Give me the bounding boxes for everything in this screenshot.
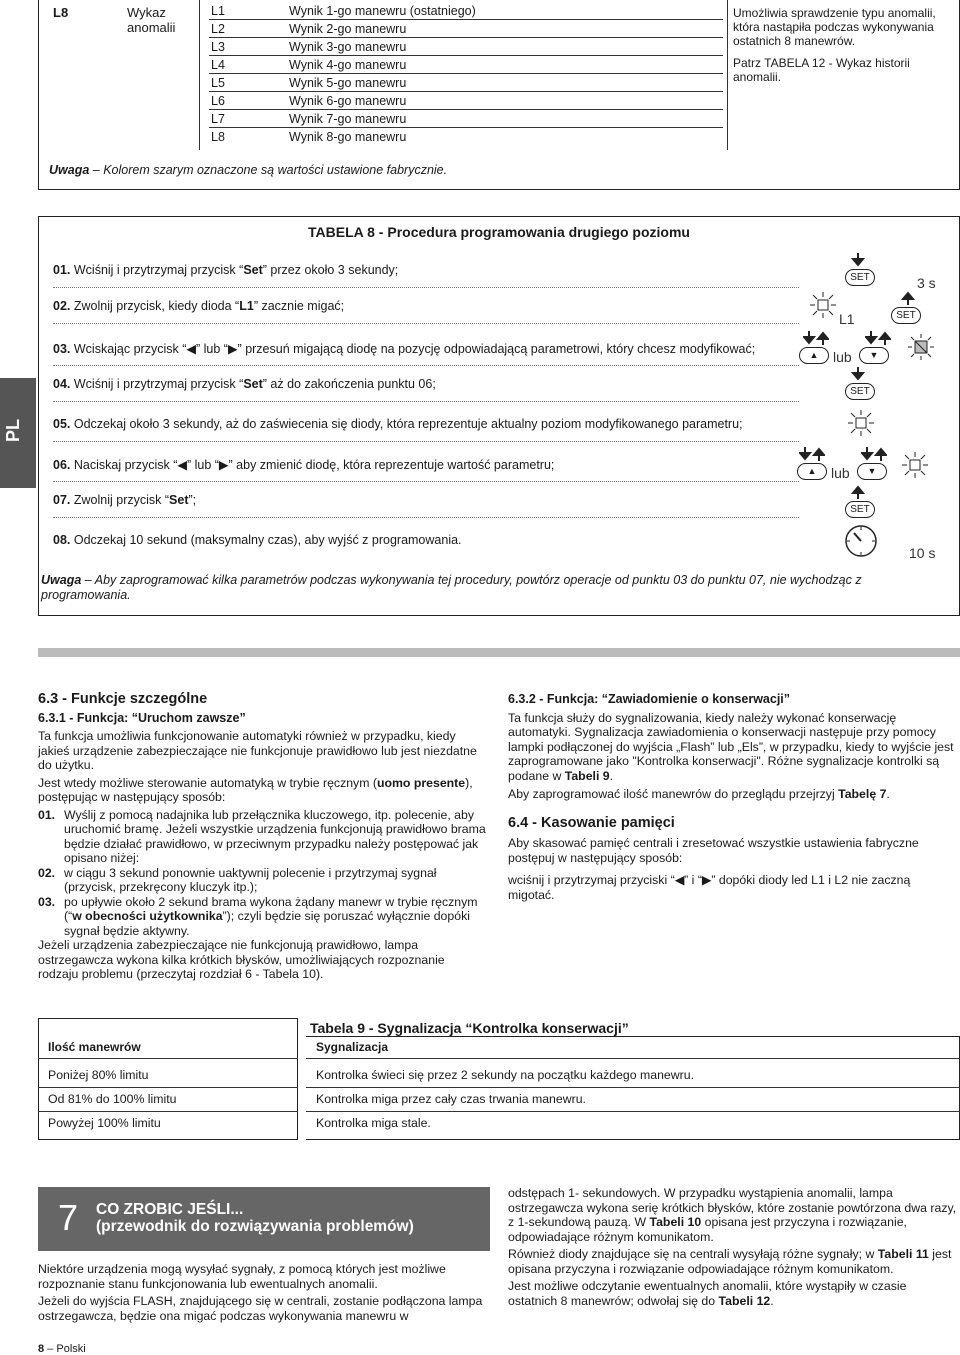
step-divider <box>53 441 799 442</box>
description-text: Patrz TABELA 12 - Wykaz historii anomalii. <box>733 56 910 84</box>
step-number: 02. <box>53 299 71 313</box>
press-release-icon <box>799 447 825 461</box>
procedure-step <box>53 493 196 507</box>
procedure-step <box>53 417 743 431</box>
anomaly-row <box>209 38 723 56</box>
section-divider <box>38 648 960 657</box>
chapter7-left <box>38 1262 490 1326</box>
divider <box>38 1111 298 1112</box>
paragraph <box>508 787 956 802</box>
chapter-number: 7 <box>58 1197 79 1238</box>
step-text: ”; <box>188 493 197 507</box>
paragraph <box>38 776 488 805</box>
table8 <box>38 216 960 616</box>
bold-text: Tabelę 7 <box>838 787 887 801</box>
note-label: Uwaga <box>41 573 82 587</box>
section-6-3 <box>38 692 488 985</box>
bold-text: Tabeli 9 <box>564 768 610 783</box>
item-number: 02. <box>38 865 56 880</box>
paragraph: Jeżeli do wyjścia FLASH, znajdującego się w centrali, zostanie podłączona lampa ostrzegawcza, będzie ona migać podczas wykonywania manewru w <box>38 1294 483 1323</box>
divider <box>306 1058 960 1059</box>
set-button-icon: SET <box>845 383 875 400</box>
row-desc: Wynik 6-go manewru <box>289 93 407 108</box>
table-cell: Kontrolka miga stale. <box>316 1116 431 1130</box>
row-code: L7 <box>211 111 225 126</box>
note-text: – Aby zaprogramować kilka parametrów podczas wykonywania tej procedury, powtórz operacje od punktu 03 do punktu 07, nie wychodząc z programowania. <box>41 573 862 602</box>
anomaly-row <box>209 92 723 110</box>
text: Również diody znajdujące się na centrali wysyłają różne sygnały; w <box>508 1247 878 1261</box>
step-key: Set <box>243 263 263 277</box>
text: po upływie około 2 sekund brama wykona żądany manewr w trybie ręcznym (“ <box>64 894 478 923</box>
step-divider <box>53 401 799 402</box>
procedure-step <box>53 341 755 356</box>
text: Aby zaprogramować ilość manewrów do przeglądu przejrzyj <box>508 787 839 801</box>
row-desc: Wynik 7-go manewru <box>289 111 407 126</box>
press-arrow-icon <box>851 253 865 267</box>
step-text: Wciskając przycisk “◀” lub “▶” przesuń migającą diodę na pozycję odpowiadającą parametrowi, który chcesz modyfikować; <box>73 342 756 356</box>
procedure-step <box>53 377 436 391</box>
step-text: ” aż do zakończenia punktu 06; <box>262 377 436 391</box>
divider <box>38 1058 298 1059</box>
procedure-step <box>53 457 554 472</box>
anomaly-row <box>209 20 723 38</box>
step-number: 08. <box>53 533 71 547</box>
item-text: w ciągu 3 sekund ponownie uaktywnij polecenie i przytrzymaj sygnał (przycisk, przekręcony kluczyk itp.); <box>64 865 437 894</box>
column-header: Sygnalizacja <box>316 1040 389 1054</box>
paragraph <box>508 711 956 784</box>
section-title: 6.4 - Kasowanie pamięci <box>508 814 675 831</box>
press-release-icon <box>803 331 829 345</box>
step-number: 01. <box>53 263 71 277</box>
step-number: 06. <box>53 458 71 472</box>
chapter-heading <box>38 1187 490 1251</box>
set-button-icon: SET <box>845 269 875 286</box>
bold-text: uomo presente <box>376 775 466 790</box>
factory-note <box>49 163 447 177</box>
step-text: ” przez około 3 sekundy; <box>262 263 399 277</box>
step-number: 07. <box>53 493 71 507</box>
step-text: Wciśnij i przytrzymaj przycisk “ <box>73 377 244 391</box>
param-name: Wykaz anomalii <box>127 5 176 35</box>
paragraph: Ta funkcja umożliwia funkcjonowanie automatyki również w przypadku, kiedy jakieś urządzenie zabezpieczające nie funkcjonuje prawidłowo lub jest niezdatne do użytku. <box>38 729 477 772</box>
row-desc: Wynik 3-go manewru <box>289 39 407 54</box>
row-desc: Wynik 8-go manewru <box>289 130 407 144</box>
table9-title: Tabela 9 - Sygnalizacja “Kontrolka konserwacji” <box>310 1020 629 1036</box>
row-desc: Wynik 1-go manewru (ostatniego) <box>289 3 476 18</box>
footer-language: – Polski <box>47 1343 86 1355</box>
release-arrow-icon <box>851 485 865 499</box>
param-code: L8 <box>53 5 69 20</box>
text: Ta funkcja służy do sygnalizowania, kiedy należy wykonać konserwację automatyki. Sygnalizacja zawiadomienia o konserwacji następuje przy pomocy lampki podłączonej do wyjścia „Flash” lub „Els”, w przypadku, kiedy to wyjście jest zaprogramowane jako "Kontrolka konserwacji". Różne sygnalizacje kontrolki są podane w <box>508 710 954 783</box>
step-key: L1 <box>239 299 254 313</box>
row-code: L6 <box>211 93 225 108</box>
divider <box>38 1087 298 1088</box>
text: . <box>886 787 890 801</box>
step-text: Odczekaj 10 sekund (maksymalny czas), aby wyjść z programowania. <box>73 533 462 547</box>
row-desc: Wynik 4-go manewru <box>289 57 407 72</box>
chapter-title <box>96 1201 414 1235</box>
anomaly-row <box>209 2 723 20</box>
bold-text: Tabeli 12 <box>718 1293 771 1308</box>
paragraph: Jeżeli urządzenia zabezpieczające nie funkcjonują prawidłowo, lampa ostrzegawcza wykona kilka krótkich błysków, umożliwiających rozpoznanie rodzaju problemu (przeczytaj rozdział 6 - Tabela 10). <box>38 938 445 981</box>
step-key: Set <box>243 377 263 391</box>
step-divider <box>53 481 799 482</box>
list-item <box>38 808 488 866</box>
paragraph: Niektóre urządzenia mogą wysyłać sygnały, z pomocą których jest możliwe rozpoznanie stanu funkcjonowania lub ewentualnych anomalii. <box>38 1262 446 1291</box>
item-number: 01. <box>38 807 56 822</box>
table-cell: Kontrolka miga przez cały czas trwania manewru. <box>316 1092 586 1106</box>
text: opisana jest przyczyna i rozwiązanie, odpowiadające różnym komunikatom. <box>508 1215 907 1244</box>
step-number: 03. <box>53 342 71 356</box>
divider <box>306 1087 960 1088</box>
row-desc: Wynik 5-go manewru <box>289 75 407 90</box>
anomaly-row <box>209 74 723 92</box>
text: . <box>770 1293 774 1308</box>
step-divider <box>53 323 799 324</box>
led-blink-icon <box>809 291 837 319</box>
or-label: lub <box>833 349 852 365</box>
set-button-icon: SET <box>845 501 875 518</box>
or-label: lub <box>831 465 850 481</box>
section-6-3-2 <box>508 692 956 905</box>
duration-label: 10 s <box>909 545 936 561</box>
text: . <box>609 768 614 783</box>
row-desc: Wynik 2-go manewru <box>289 21 407 36</box>
paragraph: wciśnij i przytrzymaj przyciski “◀” i “▶” dopóki diody led L1 i L2 nie zaczną migotać. <box>508 873 911 902</box>
step-text: Zwolnij przycisk “ <box>73 493 170 507</box>
item-number: 03. <box>38 894 56 909</box>
step-text: ” zacznie migać; <box>253 299 345 313</box>
table-cell: Powyżej 100% limitu <box>48 1116 161 1130</box>
step-divider <box>53 517 799 518</box>
anomaly-list <box>209 2 723 146</box>
text: odstępach 1- sekundowych. W przypadku wystąpienia anomalii, lampa ostrzegawcza wykona serię krótkich błysków, które zostanie powtórzona dwa razy, z 1-sekundową pauzą. W <box>508 1186 957 1229</box>
step-text: Zwolnij przycisk, kiedy dioda “ <box>73 299 240 313</box>
set-button-icon: SET <box>891 307 921 324</box>
step-number: 05. <box>53 417 71 431</box>
step-divider <box>53 287 799 288</box>
table-cell: Od 81% do 100% limitu <box>48 1092 177 1106</box>
step-text: Wciśnij i przytrzymaj przycisk “ <box>73 263 244 277</box>
text: ), postępując w następujący sposób: <box>38 775 473 804</box>
anomaly-row <box>209 128 723 146</box>
param-description <box>733 6 955 92</box>
text: ”); czyli będzie się poruszać wyłącznie dopóki sygnał będzie aktywny. <box>64 909 470 938</box>
language-tab-label: PL <box>3 418 24 443</box>
page-number: 8 <box>38 1343 45 1355</box>
bold-text: Tabeli 10 <box>649 1215 702 1229</box>
led-label: L1 <box>839 311 855 327</box>
release-arrow-icon <box>901 291 915 305</box>
left-button-icon: ▲ <box>797 463 827 480</box>
led-blink-icon <box>907 333 935 361</box>
procedure-step <box>53 533 462 547</box>
led-blink-icon <box>901 451 929 479</box>
note-label: Uwaga <box>49 163 90 177</box>
duration-label: 3 s <box>917 275 936 291</box>
row-code: L1 <box>211 3 225 18</box>
table-cell: Kontrolka świeci się przez 2 sekundy na początku każdego manewru. <box>316 1068 694 1082</box>
column-header: Ilość manewrów <box>48 1040 141 1054</box>
press-release-icon <box>861 447 887 461</box>
anomaly-row <box>209 56 723 74</box>
text: jest opisana przyczyna i rozwiązanie odpowiadające różnym komunikatom. <box>508 1247 952 1276</box>
divider <box>306 1111 960 1112</box>
anomaly-table <box>38 0 960 190</box>
step-number: 04. <box>53 377 71 391</box>
description-text: Umożliwia sprawdzenie typu anomalii, która nastąpiła podczas wykonywania ostatnich 8 manewrów. <box>733 6 936 48</box>
item-text: Wyślij z pomocą nadajnika lub przełącznika kluczowego, itp. polecenie, aby uruchomić bramę. Jeżeli wszystkie urządzenia funkcjonują prawidłowo brama będzie działać prawidłowo, w przeciwnym przypadku należy postępować jak opisano niżej: <box>64 807 486 865</box>
table-cell: Poniżej 80% limitu <box>48 1068 149 1082</box>
paragraph <box>508 1247 958 1276</box>
procedure-step <box>53 263 398 277</box>
step-text: Odczekaj około 3 sekundy, aż do zaświecenia się diody, która reprezentuje aktualny poziom modyfikowanego parametru; <box>73 417 743 431</box>
chapter-title-line: (przewodnik do rozwiązywania problemów) <box>96 1218 414 1235</box>
press-release-icon <box>865 331 891 345</box>
bold-text: Tabeli 11 <box>877 1247 929 1261</box>
text: Jest możliwe odczytanie ewentualnych anomalii, które wystąpiły w czasie ostatnich 8 manewrów; odwołaj się do <box>508 1279 907 1308</box>
list-item <box>38 895 488 939</box>
anomaly-row <box>209 110 723 128</box>
step-divider <box>53 365 799 366</box>
table8-note <box>41 573 941 603</box>
page-footer <box>38 1343 86 1355</box>
row-code: L2 <box>211 21 225 36</box>
row-code: L3 <box>211 39 225 54</box>
item-text <box>64 895 488 939</box>
timer-icon <box>843 523 879 559</box>
subsection-title: 6.3.1 - Funkcja: “Uruchom zawsze” <box>38 710 246 725</box>
row-code: L5 <box>211 75 225 90</box>
right-button-icon: ▼ <box>857 463 887 480</box>
press-arrow-icon <box>851 367 865 381</box>
list-item <box>38 866 488 895</box>
subsection-title: 6.3.2 - Funkcja: “Zawiadomienie o konserwacji” <box>508 692 791 706</box>
section-title: 6.3 - Funkcje szczególne <box>38 691 208 707</box>
step-text: Naciskaj przycisk “◀” lub “▶” aby zmienić diodę, która reprezentuje wartość parametru; <box>73 458 555 472</box>
row-code: L8 <box>211 130 225 144</box>
led-on-icon <box>847 409 875 437</box>
paragraph <box>508 1279 958 1308</box>
note-text: – Kolorem szarym oznaczone są wartości ustawione fabrycznie. <box>92 163 448 177</box>
divider <box>727 0 728 150</box>
bold-text: w obecności użytkownika <box>72 909 223 923</box>
table9 <box>38 1018 960 1140</box>
language-tab <box>0 378 36 488</box>
divider <box>199 0 200 150</box>
left-button-icon: ▲ <box>799 347 829 364</box>
text: Jest wtedy możliwe sterowanie automatyką w trybie ręcznym ( <box>38 775 377 790</box>
step-key: Set <box>169 493 189 507</box>
paragraph <box>508 1186 958 1244</box>
chapter-title-line: CO ZROBIC JEŚLI... <box>96 1201 244 1218</box>
paragraph: Aby skasować pamięć centrali i zresetować wszystkie ustawienia fabryczne postępuj w następujący sposób: <box>508 836 919 865</box>
right-button-icon: ▼ <box>859 347 889 364</box>
procedure-step <box>53 299 344 313</box>
row-code: L4 <box>211 57 225 72</box>
chapter7-right <box>508 1186 958 1311</box>
table8-title: TABELA 8 - Procedura programowania drugiego poziomu <box>308 224 690 240</box>
